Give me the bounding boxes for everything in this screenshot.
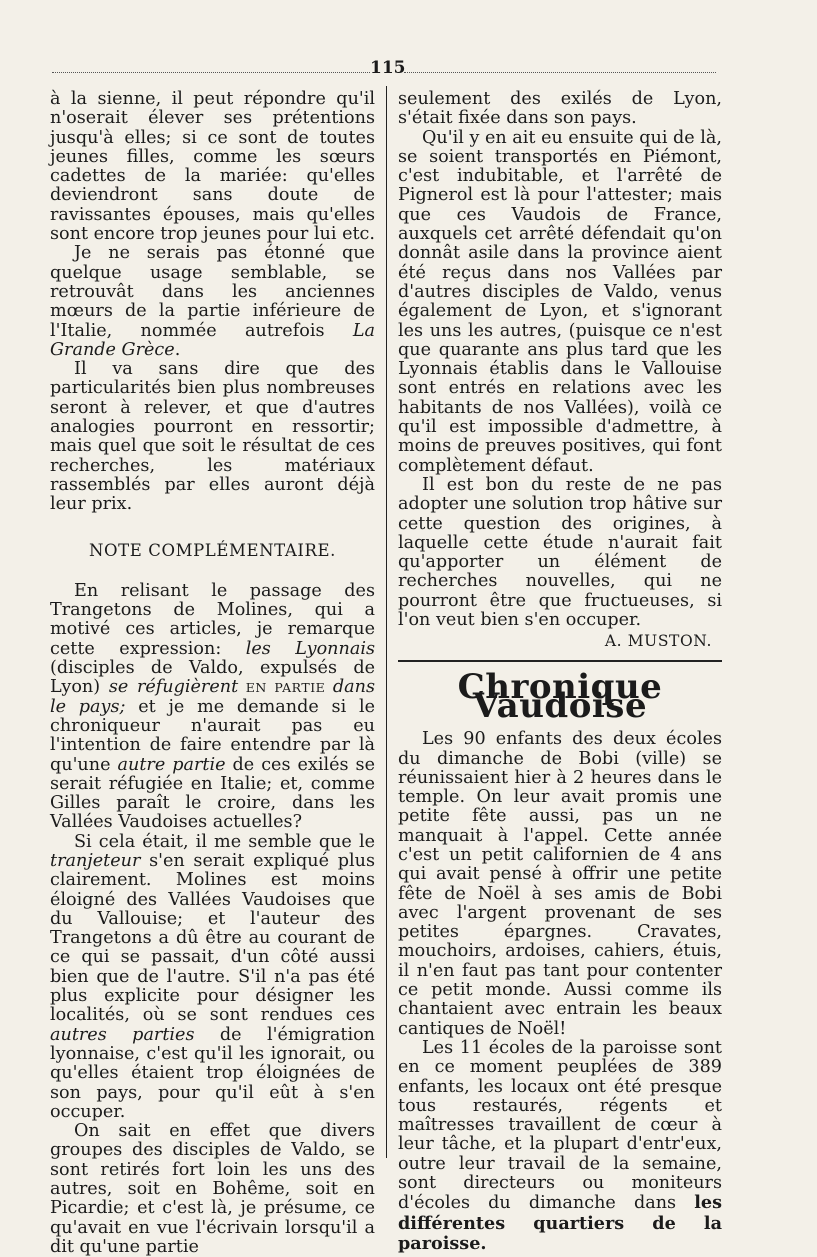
page-number: 115 — [370, 58, 406, 78]
right-column — [398, 90, 722, 1254]
paragraph: Les 90 enfants des deux écoles du dimanche de Bobi (ville) se réunissaient hier à 2 heures dans le temple. On leur avait promis une petite fête aussi, pas un ne manquait à l'appel. Cette année c'est un petit californien de 4 ans qui avait pensé à offrir une petite fête de Noël à ses amis de Bobi avec l'argent provenant de ses petites épargnes. Cravates, mouchoirs, ardoises, cahiers, étuis, il n'en faut pas tant pour contenter ce petit monde. Aussi comme ils chantaient avec entrain les beaux cantiques de Noël! — [398, 729, 722, 1039]
column-divider — [386, 86, 387, 1158]
paragraph: à la sienne, il peut répondre qu'il n'oserait élever ses prétentions jusqu'à elles; si ce sont de toutes jeunes filles, comme les sœurs cadettes de la mariée: qu'elles deviendront sans doute de ravissantes épouses, mais qu'elles sont encore trop jeunes pour lui etc. — [50, 89, 376, 245]
header-rule-left — [52, 72, 370, 73]
paragraph: Il va sans dire que des particularités bien plus nombreuses seront à relever, et que d'autres analogies pourront en ressortir; mais quel que soit le résultat de ces recherches, les matériaux rassemblés par elles auront déjà leur prix. — [50, 359, 375, 515]
section-title: Chronique Vaudoise — [457, 666, 663, 726]
paragraph: seulement des exilés de Lyon, s'était fixée dans son pays. — [398, 89, 722, 129]
paragraph: Il est bon du reste de ne pas adopter une solution trop hâtive sur cette question des origines, à laquelle cette étude n'aurait fait qu'apporter un élément de recherches nouvelles, qui ne pourront être que fructueuses, si l'on veut bien s'en occuper. — [398, 474, 722, 631]
signature: A. MUSTON. — [604, 632, 712, 651]
paragraph: On sait en effet que divers groupes des disciples de Valdo, se sont retirés fort loin les uns des autres, soit en Bohême, soit en Picardie; et c'est là, je présume, ce qu'avait en vue l'écrivain lorsqu'il a dit qu'une partie — [50, 1121, 375, 1257]
section-divider — [398, 660, 722, 662]
paragraph: Si cela était, il me semble que le tranjeteur s'en serait expliqué plus clairement. Molines est moins éloigné des Vallées Vaudoises que du Vallouise; et l'auteur des Trangetons a dû être au courant de ce qui se passait, d'un côté aussi bien que de l'autre. S'il n'a pas été plus explicite pour désigner les localités, où se sont rendues ces autres parties de l'émigration lyonnaise, c'est qu'il les ignorait, ou qu'elles étaient trop éloignées de son pays, pour qu'il eût à s'en occuper. — [50, 831, 375, 1122]
paragraph: Les 11 écoles de la paroisse sont en ce moment peuplées de 389 enfants, les locaux ont été presque tous restaurés, régents et maîtresses travaillent de cœur à leur tâche, et la plupart d'entr'eux, outre leur travail de la semaine, sont directeurs ou moniteurs d'écoles du dimanche dans les différentes quartiers de la paroisse. — [398, 1037, 722, 1254]
left-column — [50, 90, 375, 1257]
header-rule-right — [404, 72, 716, 73]
paragraph: Qu'il y en ait eu ensuite qui de là, se soient transportés en Piémont, c'est indubitable, et l'arrêté de Pignerol est là pour l'attester; mais que ces Vaudois de France, auxquels cet arrêté défendait qu'on donnât asile dans la province aient été reçus dans nos Vallées par d'autres disciples de Valdo, venus également de Lyon, et s'ignorant les uns les autres, (puisque ce n'est que quarante ans plus tard que les Lyonnais établis dans le Vallouise sont entrés en relations avec les habitants de nos Vallées), voilà ce qu'il est impossible d'admettre, à moins de preuves positives, qui font complètement défaut. — [398, 127, 723, 476]
paragraph: En relisant le passage des Trangetons de Molines, qui a motivé ces articles, je remarque cette expression: les Lyonnais (disciples de Valdo, expulsés de Lyon) se réfugièrent EN PARTIE dans le pays; et je me demande si le chroniqueur n'aurait pas eu l'intention de faire entendre par là qu'une autre partie de ces exilés se serait réfugiée en Italie; et, comme Gilles paraît le croire, dans les Vallées Vaudoises actuelles? — [50, 580, 376, 833]
note-title: NOTE COMPLÉMENTAIRE. — [88, 540, 337, 560]
paragraph: Je ne serais pas étonné que quelque usage semblable, se retrouvât dans les anciennes mœurs de la partie inférieure de l'Italie, nommée autrefois La Grande Grèce. — [50, 243, 375, 360]
